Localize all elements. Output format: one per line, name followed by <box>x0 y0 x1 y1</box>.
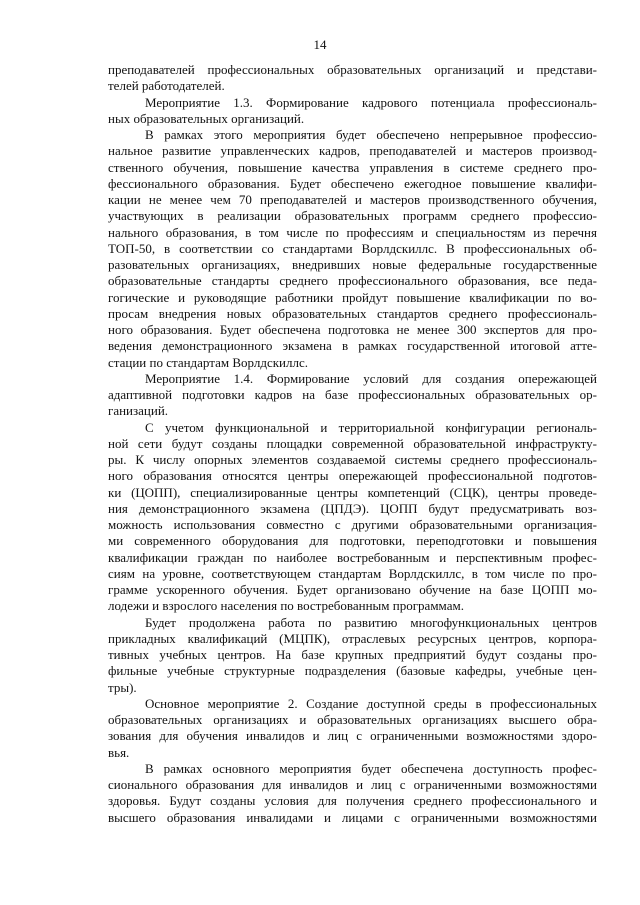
text-line: разовательных организациях, внедривших новые федеральные государственные <box>108 257 597 272</box>
text-line: адаптивной подготовки кадров на базе профессиональных образовательных ор- <box>108 387 597 402</box>
text-line: тры). <box>108 679 137 695</box>
page-number: 14 <box>313 37 327 52</box>
text-line: зования для обучения инвалидов и лиц с ограниченными возможностями здоро- <box>108 728 597 744</box>
text-line: Мероприятие 1.3. Формирование кадрового потенциала профессиональ- <box>145 94 597 110</box>
text-line: В рамках основного мероприятия будет обеспечена доступность профес- <box>145 760 597 776</box>
text-line: грамме ускоренного обучения. Будет организовано обучение на базе ЦОПП мо- <box>108 582 597 597</box>
text-line: лодежи и взрослого населения по востребованным программам. <box>108 598 464 614</box>
text-line: нального образования, в том числе по профессиям и специальностям из перечня <box>108 224 597 240</box>
text-line: образовательных организациях и образовательных организациях высшего обра- <box>108 712 597 727</box>
text-line: нальное развитие управленческих кадров, преподавателей и мастеров производ- <box>108 143 597 159</box>
text-line: сиям на уровне, соответствующем стандартам Ворлдскиллс, в том числе по про- <box>108 565 597 581</box>
text-line: В рамках этого мероприятия будет обеспечено непрерывное профессио- <box>145 127 597 142</box>
text-line: ры. К числу опорных элементов создаваемой системы среднего профессиональ- <box>108 452 597 467</box>
text-line: преподавателей профессиональных образовательных организаций и представи- <box>108 62 597 77</box>
text-line: гогические и руководящие работники пройдут повышение квалификации по во- <box>108 289 597 305</box>
text-line: кации не менее чем 70 преподавателей и мастеров производственного обучения, <box>108 192 597 207</box>
body-text <box>108 62 597 826</box>
text-line: тивных учебных центров. На базе крупных предприятий будут созданы про- <box>108 647 597 662</box>
text-line: ных образовательных организаций. <box>108 110 305 126</box>
text-line: ведения демонстрационного экзамена в рамках государственной итоговой атте- <box>108 338 597 354</box>
text-line: Будет продолжена работа по развитию многофункциональных центров <box>145 614 597 630</box>
text-line: фильные учебные структурные подразделения (базовые кафедры, учебные цен- <box>108 663 597 679</box>
text-line: здоровья. Будут созданы условия для получения среднего профессионального и <box>108 793 597 809</box>
text-line: Основное мероприятие 2. Создание доступной среды в профессиональных <box>145 695 597 711</box>
text-line: образовательные стандарты среднего профессионального образования, все педа- <box>108 273 597 289</box>
text-line: стации по стандартам Ворлдскиллс. <box>108 354 308 370</box>
text-line: можность использования совместно с другими образовательными организация- <box>108 517 597 532</box>
text-line: ТОП-50, в соответствии со стандартами Ворлдскиллс. В профессиональных об- <box>108 240 597 256</box>
text-line: вья. <box>108 744 130 760</box>
text-line: ми современного оборудования для подготовки, переподготовки и повышения <box>108 533 597 549</box>
text-line: фессионального образования. Будет обеспечено ежегодное повышение квалифи- <box>108 175 597 191</box>
text-line: ного образования. Будет обеспечена подготовка не менее 300 экспертов для про- <box>108 322 597 337</box>
text-line: Мероприятие 1.4. Формирование условий для создания опережающей <box>145 370 597 386</box>
text-line: телей работодателей. <box>108 78 225 94</box>
text-line: высшего образования инвалидами и лицами с ограниченными возможностями <box>108 809 597 825</box>
text-line: ной сети будут созданы площадки современной образовательной инфраструкту- <box>108 435 597 451</box>
text-line: участвующих в реализации образовательных программ среднего профессио- <box>108 208 597 224</box>
text-line: ного образования относятся центры опережающей профессиональной подготов- <box>108 468 597 484</box>
text-line: С учетом функциональной и территориальной конфигурации региональ- <box>145 419 597 435</box>
text-line: ственного обучения, повышение качества управления в системе среднего про- <box>108 159 597 175</box>
text-line: ния демонстрационного экзамена (ЦПДЭ). ЦОПП будут предусматривать воз- <box>108 500 597 516</box>
text-line: сионального образования для инвалидов и лиц с ограниченными возможностями <box>108 777 597 792</box>
text-line: квалификации граждан по наиболее востребованным и перспективным профес- <box>108 549 597 565</box>
text-line: ганизаций. <box>108 403 169 419</box>
text-line: прикладных квалификаций (МЦПК), отраслевых ресурсных центров, корпора- <box>108 630 597 646</box>
text-line: ки (ЦОПП), специализированные центры компетенций (СЦК), центры проведе- <box>108 484 597 500</box>
text-line: просам внедрения новых образовательных стандартов среднего профессиональ- <box>108 305 597 321</box>
